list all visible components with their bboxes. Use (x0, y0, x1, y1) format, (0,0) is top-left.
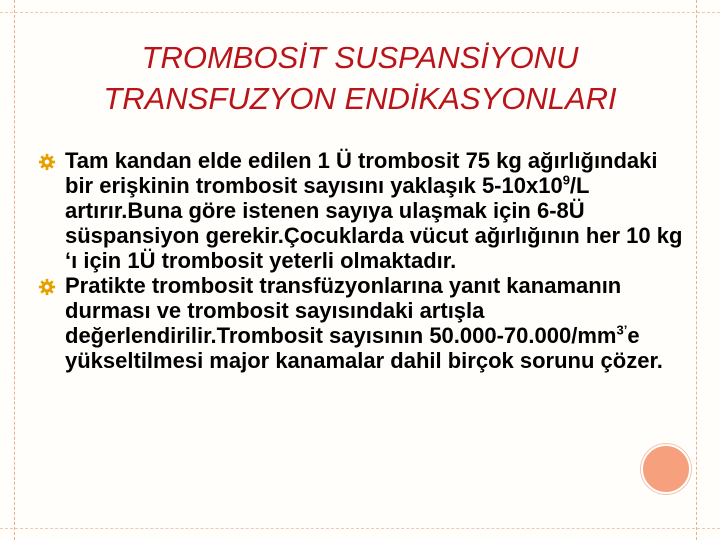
bullet-text-2a: Pratikte trombosit transfüzyonlarına yanıt kanamanın durması ve trombosit sayısındaki artışla değerlendirilir.Trombosit sayısının 50.000-70.000/mm (65, 273, 622, 348)
bullet-superscript-1: 9 (562, 172, 570, 188)
bullet-text-1a: Tam kandan elde edilen 1 Ü trombosit 75 kg ağırlığındaki bir erişkinin trombosit sayısını yaklaşık 5-10x10 (65, 148, 658, 198)
bullet-text-1b: /L artırır.Buna göre istenen sayıya ulaşmak için 6-8Ü süspansiyon gerekir.Çocuklarda vücut ağırlığının her 10 kg ‘ı için 1Ü trombosit yeterli olmaktadır. (65, 173, 683, 273)
gear-icon (38, 153, 56, 171)
slide-title-line-2: TRANSFUZYON ENDİKASYONLARI (103, 81, 617, 116)
bullet-superscript-2: 3’ (616, 322, 628, 338)
bullet-item-2 (38, 273, 688, 373)
bullet-item-1 (38, 148, 688, 273)
decorative-circle (641, 444, 691, 494)
bullet-text-2b: e yükseltilmesi major kanamalar dahil birçok sorunu çözer. (65, 323, 663, 373)
frame-line-bottom (0, 528, 720, 529)
frame-line-top (0, 12, 720, 13)
slide-content (38, 148, 688, 373)
gear-icon (38, 278, 56, 296)
frame-line-left (14, 0, 15, 540)
slide-title-line-1: TROMBOSİT SUSPANSİYONU (141, 40, 579, 75)
